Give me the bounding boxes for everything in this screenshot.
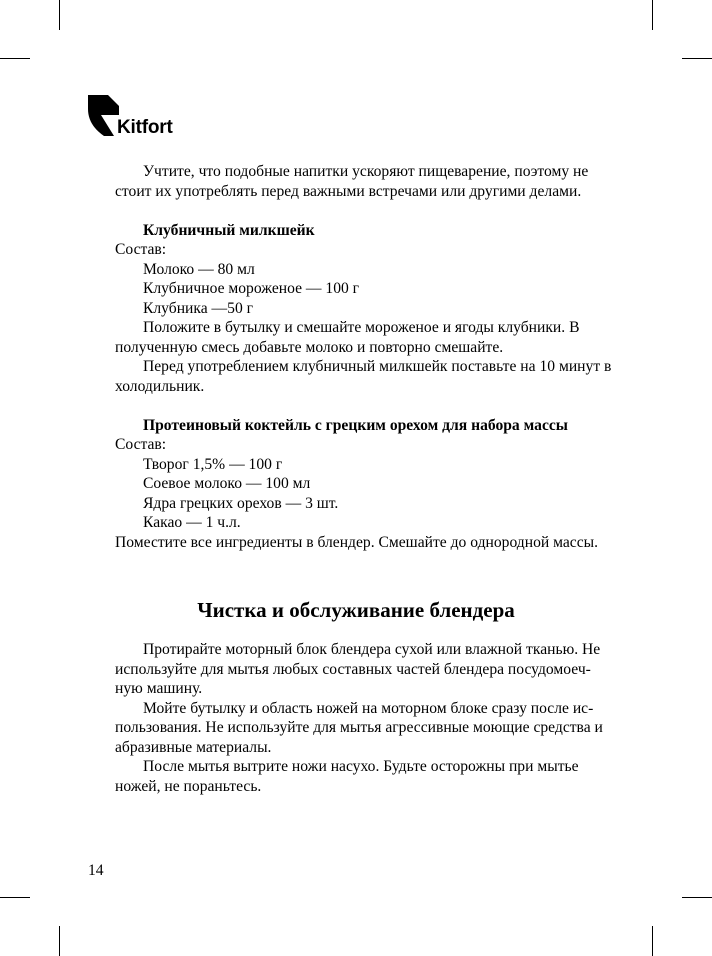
- crop-mark: [682, 58, 712, 59]
- recipe1-ingredient: Клубника —50 г: [143, 299, 254, 317]
- recipe2-instruction: Поместите все ингредиенты в блендер. Смешайте до однородной массы.: [115, 533, 599, 551]
- crop-mark: [682, 897, 712, 898]
- section-paragraph: Протирайте моторный блок блендера сухой или влажной тканью. Не используйте для мытья любых составных частей блендера посудомоеч-ную машину.: [115, 641, 601, 697]
- recipe2-title: Протеиновый коктейль с грецким орехом для набора массы: [143, 416, 568, 434]
- section-text: [115, 640, 615, 796]
- kitfort-logo-icon: [88, 95, 120, 137]
- crop-mark: [652, 926, 653, 956]
- section-heading: Чистка и обслуживание блендера: [197, 598, 515, 622]
- brand-name: Kitfort: [117, 117, 173, 138]
- crop-mark: [0, 897, 30, 898]
- recipe1-ingredient: Молоко — 80 мл: [143, 260, 255, 278]
- recipe2-ingredient: Творог 1,5% — 100 г: [143, 455, 283, 473]
- recipe1-step: Положите в бутылку и смешайте мороженое и ягоды клубники. В полученную смесь добавьте молоко и повторно смешайте.: [115, 319, 580, 356]
- section-paragraph: После мытья вытрите ножи насухо. Будьте осторожны при мытье ножей, не пораньтесь.: [115, 758, 579, 795]
- crop-mark: [0, 58, 30, 59]
- crop-mark: [59, 926, 60, 956]
- section-paragraph: Мойте бутылку и область ножей на моторном блоке сразу после ис-пользования. Не используйте для мытья агрессивные моющие средства и абразивные материалы.: [115, 699, 603, 756]
- recipe1-step: Перед употреблением клубничный милкшейк поставьте на 10 минут в холодильник.: [115, 358, 612, 395]
- recipe1-ingredient: Клубничное мороженое — 100 г: [143, 280, 360, 297]
- intro-paragraph: Учтите, что подобные напитки ускоряют пищеварение, поэтому не стоит их употреблять перед важными встречами или другими делами.: [115, 163, 589, 200]
- recipe2-ingredient: Соевое молоко — 100 мл: [143, 475, 311, 492]
- crop-mark: [652, 0, 653, 30]
- recipe1-composition-label: Состав:: [115, 241, 167, 258]
- crop-mark: [59, 0, 60, 30]
- page-number: 14: [88, 862, 104, 879]
- main-text: [115, 162, 615, 552]
- recipe2-ingredient: Ядра грецких орехов — 3 шт.: [143, 494, 339, 512]
- recipe1-title: Клубничный милкшейк: [143, 221, 315, 239]
- recipe2-ingredient: Какао — 1 ч.л.: [143, 514, 241, 531]
- recipe2-composition-label: Состав:: [115, 436, 167, 453]
